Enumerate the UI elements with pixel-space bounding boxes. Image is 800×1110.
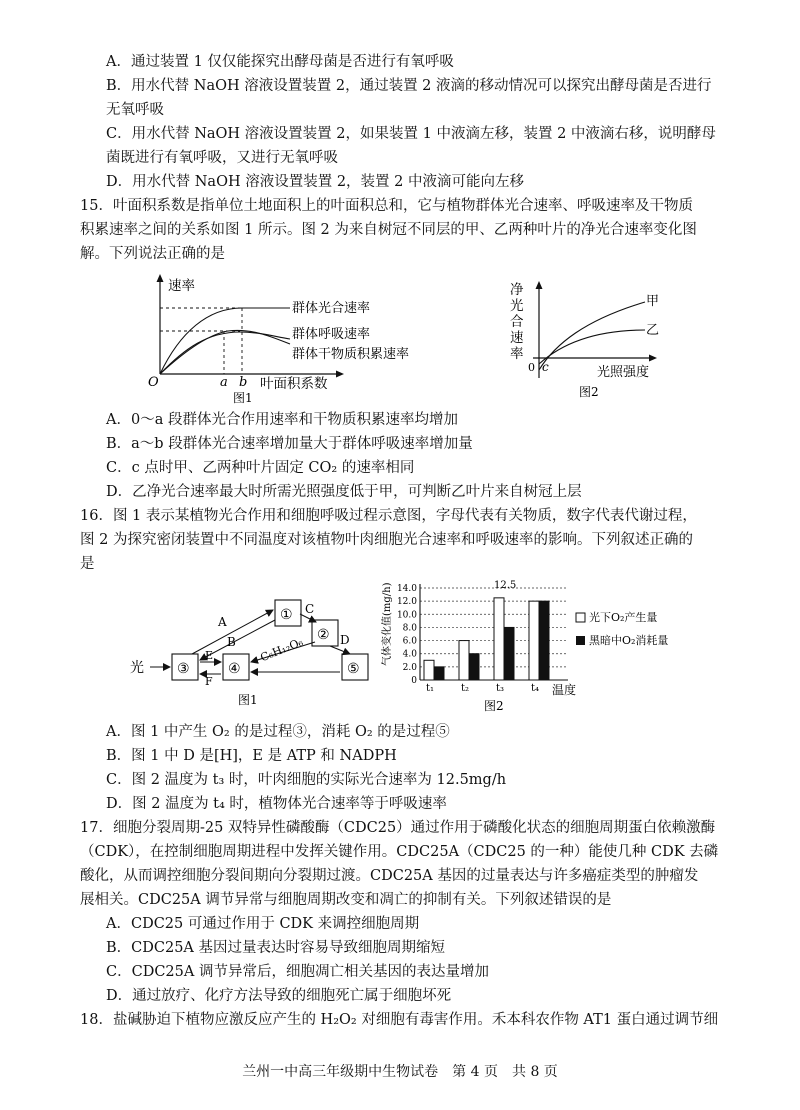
q15-figure-2 <box>505 278 685 403</box>
q15-option-d: D．乙净光合速率最大时所需光照强度低于甲，可判断乙叶片来自树冠上层 <box>106 484 582 500</box>
q16-fig1-light-label: 光 <box>130 660 144 676</box>
chart-bar-light-o2-produced <box>529 601 539 680</box>
chart-x-tick-label: t₂ <box>461 683 470 694</box>
chart-legend-light-swatch <box>576 613 585 622</box>
chart-bar-dark-o2-consumed <box>504 627 514 680</box>
q15-figure-1 <box>140 272 440 407</box>
q16-fig1-letter-b: B <box>227 635 236 649</box>
q15-fig2-point-c: c <box>542 360 549 374</box>
chart-legend-dark-swatch <box>576 636 585 645</box>
q15-fig2-series-jia: 甲 <box>646 294 660 309</box>
q15-fig2-origin: 0 <box>528 361 535 374</box>
q15-fig1-curve-photosynthesis: 群体光合速率 <box>292 301 371 316</box>
chart-y-tick-label: 14.0 <box>396 584 417 594</box>
chart-bar-dark-o2-consumed <box>434 667 444 680</box>
q14-option-c: C．用水代替 NaOH 溶液设置装置 2，如果装置 1 中液滴左移，装置 2 中液滴右移，说明酵母 <box>106 126 716 142</box>
q16-fig1-label-5: ⑤ <box>347 661 360 677</box>
chart-y-tick-label: 8.0 <box>402 623 417 634</box>
q15-fig1-origin: O <box>148 375 159 390</box>
q17-option-b: B．CDC25A 基因过量表达时容易导致细胞周期缩短 <box>106 940 445 956</box>
q15-option-b: B．a～b 段群体光合速率增加量大于群体呼吸速率增加量 <box>106 436 473 452</box>
q16-fig1-caption: 图1 <box>238 693 258 707</box>
q16-fig1-letter-d: D <box>340 633 350 647</box>
q15-fig2-xlabel: 光照强度 <box>597 365 650 380</box>
chart-bar-light-o2-produced <box>494 598 504 680</box>
q15-fig2-caption: 图2 <box>579 385 599 399</box>
q15-fig1-tick-a: a <box>220 375 228 390</box>
q16-fig1-label-4: ④ <box>228 661 241 677</box>
q16-fig1-letter-c: C <box>305 602 315 616</box>
q17-option-a: A．CDC25 可通过作用于 CDK 来调控细胞周期 <box>106 916 420 932</box>
chart-bar-light-o2-produced <box>459 641 469 680</box>
chart-y-tick-label: 12.0 <box>396 597 417 608</box>
q16-fig2-caption: 图2 <box>484 699 504 713</box>
q15-fig2-ylabel-5: 率 <box>510 346 524 362</box>
q17-option-c: C．CDC25A 调节异常后，细胞凋亡相关基因的表达量增加 <box>106 964 489 980</box>
chart-bar-dark-o2-consumed <box>469 654 479 680</box>
q14-option-c-cont: 菌既进行有氧呼吸，又进行无氧呼吸 <box>106 150 338 166</box>
chart-x-tick-label: t₁ <box>426 683 435 694</box>
chart-y-tick-label: 4.0 <box>402 649 417 660</box>
q16-stem-2: 图 2 为探究密闭装置中不同温度对该植物叶肉细胞光合速率和呼吸速率的影响。下列叙述正确的 <box>80 532 693 548</box>
q17-stem-3: 酸化，从而调控细胞分裂间期向分裂期过渡。CDC25A 基因的过量表达与许多癌症类型的肿瘤发 <box>80 868 699 884</box>
q15-stem-2: 积累速率之间的关系如图 1 所示。图 2 为来自树冠不同层的甲、乙两种叶片的净光合速率变化图 <box>80 222 697 238</box>
q16-figure-1 <box>130 592 370 712</box>
q17-stem-1: 17．细胞分裂周期-25 双特异性磷酸酶（CDC25）通过作用于磷酸化状态的细胞周期蛋白依赖激酶 <box>80 820 716 836</box>
q15-fig2-series-yi: 乙 <box>646 323 660 338</box>
q17-stem-2: （CDK），在控制细胞周期进程中发挥关键作用。CDC25A（CDC25 的一种）能使几种 CDK 去磷 <box>80 844 719 860</box>
chart-ylabel: 气体变化值(mg/h) <box>382 582 393 666</box>
q17-stem-4: 展相关。CDC25A 调节异常与细胞周期改变和凋亡的抑制有关。下列叙述错误的是 <box>80 892 612 908</box>
q15-fig2-ylabel-4: 速 <box>510 330 524 346</box>
q15-fig1-ylabel: 速率 <box>168 278 195 294</box>
q16-figure-2-chart <box>380 576 720 716</box>
q15-fig1-tick-b: b <box>239 375 248 390</box>
q16-stem-3: 是 <box>80 556 95 572</box>
q16-option-a: A．图 1 中产生 O₂ 的是过程③，消耗 O₂ 的是过程⑤ <box>106 724 450 740</box>
q15-fig1-curve-respiration: 群体呼吸速率 <box>292 327 371 342</box>
page-footer: 兰州一中高三年级期中生物试卷 第 4 页 共 8 页 <box>242 1064 558 1080</box>
chart-x-tick-label: t₄ <box>531 683 540 694</box>
q16-fig1-letter-e: E <box>205 649 214 662</box>
q15-fig2-ylabel-1: 净 <box>510 282 524 298</box>
q14-option-d: D．用水代替 NaOH 溶液设置装置 2，装置 2 中液滴可能向左移 <box>106 174 524 190</box>
chart-y-tick-label: 10.0 <box>396 610 417 621</box>
q15-stem-1: 15．叶面积系数是指单位土地面积上的叶面积总和，它与植物群体光合速率、呼吸速率及干物质 <box>80 198 693 214</box>
q15-fig2-ylabel-2: 光 <box>510 298 524 314</box>
q16-fig1-label-1: ① <box>280 607 293 623</box>
chart-xlabel: 温度 <box>552 683 577 697</box>
q17-option-d: D．通过放疗、化疗方法导致的细胞死亡属于细胞坏死 <box>106 988 452 1004</box>
q16-fig1-letter-a: A <box>218 615 227 629</box>
q14-option-b-cont: 无氧呼吸 <box>106 102 164 118</box>
q16-fig1-letter-f: F <box>205 675 213 688</box>
q14-option-b: B．用水代替 NaOH 溶液设置装置 2，通过装置 2 液滴的移动情况可以探究出酵母菌是否进行 <box>106 78 712 94</box>
q18-stem-1: 18．盐碱胁迫下植物应激反应产生的 H₂O₂ 对细胞有毒害作用。禾本科农作物 AT1 蛋白通过调节细 <box>80 1012 719 1028</box>
chart-x-tick-label: t₃ <box>496 683 505 694</box>
q16-fig1-glucose: C₆H₁₂O₆ <box>258 635 305 665</box>
chart-y-tick-label: 0 <box>411 676 417 686</box>
q16-option-b: B．图 1 中 D 是[H]，E 是 ATP 和 NADPH <box>106 748 397 764</box>
q16-option-d: D．图 2 温度为 t₄ 时，植物体光合速率等于呼吸速率 <box>106 796 447 812</box>
chart-y-tick-label: 6.0 <box>402 636 417 647</box>
q15-fig2-ylabel-3: 合 <box>510 314 524 330</box>
q15-fig1-xlabel: 叶面积系数 <box>260 376 328 392</box>
chart-bar-dark-o2-consumed <box>539 601 549 680</box>
q16-stem-1: 16．图 1 表示某植物光合作用和细胞呼吸过程示意图，字母代表有关物质，数字代表代谢过程， <box>80 508 697 524</box>
q16-fig1-label-3: ③ <box>177 661 190 677</box>
chart-y-tick-label: 2.0 <box>402 662 417 673</box>
q15-fig1-curve-accumulation: 群体干物质积累速率 <box>292 347 410 362</box>
chart-top-value-label: 12.5 <box>494 580 517 591</box>
q14-option-a: A．通过装置 1 仅仅能探究出酵母菌是否进行有氧呼吸 <box>106 54 454 70</box>
q15-option-a: A．0～a 段群体光合作用速率和干物质积累速率均增加 <box>106 412 458 428</box>
chart-legend-light: 光下O₂产生量 <box>589 611 658 624</box>
q15-fig1-caption: 图1 <box>233 391 253 405</box>
chart-legend-dark: 黑暗中O₂消耗量 <box>589 634 669 647</box>
q15-stem-3: 解。下列说法正确的是 <box>80 246 225 262</box>
q16-option-c: C．图 2 温度为 t₃ 时，叶肉细胞的实际光合速率为 12.5mg/h <box>106 772 507 788</box>
q15-option-c: C．c 点时甲、乙两种叶片固定 CO₂ 的速率相同 <box>106 460 415 476</box>
q16-fig1-label-2: ② <box>317 627 330 643</box>
chart-bar-light-o2-produced <box>424 660 434 680</box>
